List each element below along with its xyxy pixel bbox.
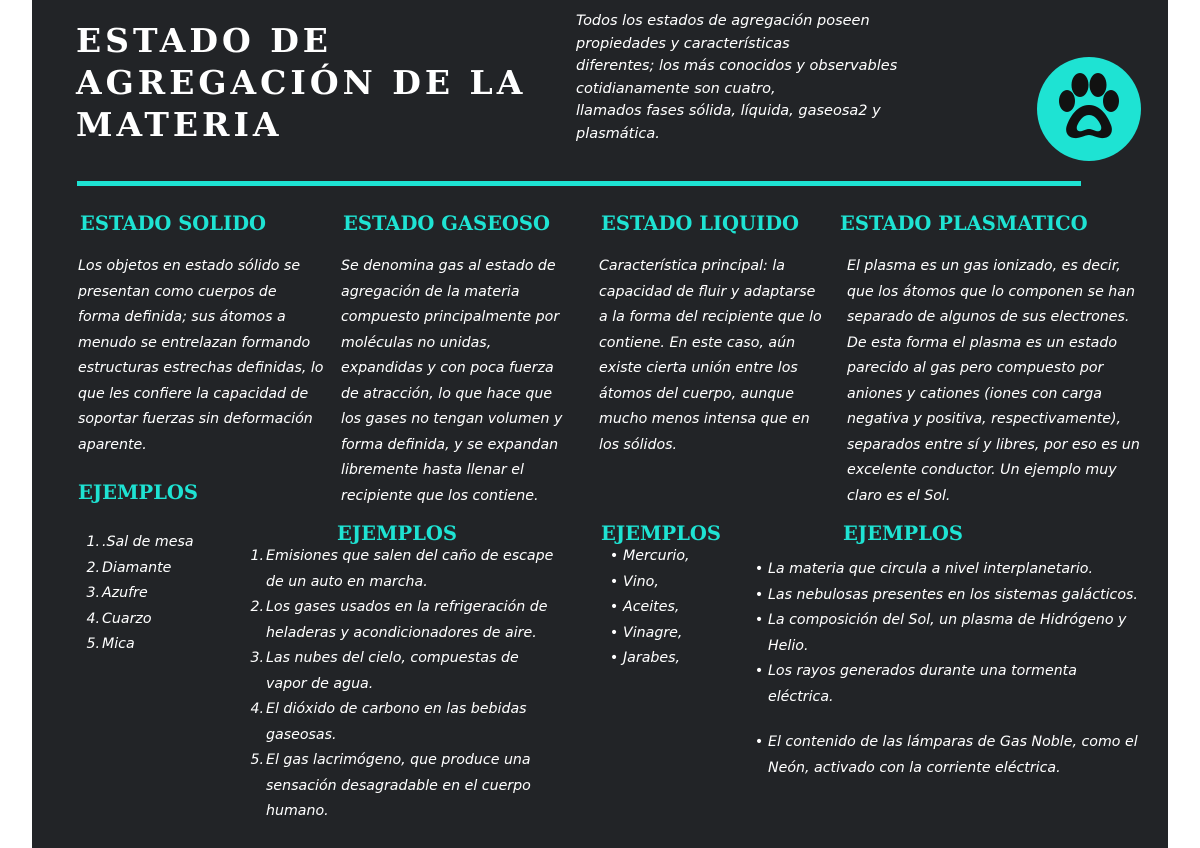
list-spacer [750,710,1138,730]
list-number: 5. [86,636,100,652]
list-text: Azufre [102,585,148,601]
body-line: Los objetos en estado sólido se [78,258,301,274]
body-line: expandidas y con poca fuerza [341,360,554,376]
bullet-icon: • [754,586,764,603]
list-text: Vinagre, [623,624,683,641]
list-item [750,557,1138,583]
body-solido [78,254,324,458]
examples-list-solido [80,530,194,658]
list-item [750,583,1138,609]
title-line: AGREGACIÓN DE LA [76,63,527,102]
list-number: 4. [86,610,100,627]
list-text: Mercurio, [623,548,690,564]
list-item [80,632,194,658]
body-liquido [599,254,822,458]
body-line: contiene. En este caso, aún [599,334,796,351]
body-line: El plasma es un gas ionizado, es decir, [847,258,1121,274]
body-line: forma definida, y se expandan [341,436,559,453]
list-text: El contenido de las lámparas de Gas Noble, como el Neón, activado con la corriente eléctrica. [768,734,1138,776]
body-line: aniones y cationes (iones con carga [847,385,1102,402]
body-line: presentan como cuerpos de [78,283,277,300]
list-text: La composición del Sol, un plasma de Hidrógeno y Helio. [768,612,1127,654]
list-text: Diamante [102,559,172,576]
intro-line: plasmática. [576,125,660,142]
list-text: Vino, [623,573,659,590]
body-line: libremente hasta llenar el [341,462,524,478]
list-item [605,646,690,672]
list-item [750,608,1138,659]
list-number: 1. [250,548,264,564]
list-item [605,544,690,570]
list-text: Cuarzo [102,610,152,627]
examples-heading-liquido: EJEMPLOS [601,522,721,545]
body-line: que los átomos que lo componen se han [847,283,1135,300]
body-line: aparente. [78,436,147,453]
list-text: La materia que circula a nivel interplanetario. [768,561,1093,577]
body-line: de atracción, lo que hace que [341,385,553,402]
list-number: 1. [86,534,100,550]
list-text: Emisiones que salen del caño de escape de un auto en marcha. [266,548,554,590]
intro-line: diferentes; los más conocidos y observables [576,58,898,74]
body-line: Se denomina gas al estado de [341,258,556,274]
list-number: 2. [250,599,264,615]
list-item [605,570,690,596]
body-line: forma definida; sus átomos a [78,309,286,325]
intro-line: propiedades y características [576,35,790,52]
body-line: Característica principal: la [599,258,785,274]
title-line: ESTADO DE [76,21,332,60]
body-line: capacidad de fluir y adaptarse [599,283,816,300]
body-line: existe cierta unión entre los [599,360,798,376]
body-line: De esta forma el plasma es un estado [847,334,1118,351]
body-line: negativa y positiva, respectivamente), [847,411,1122,427]
list-number: 3. [86,585,100,601]
body-line: recipiente que los contiene. [341,487,539,504]
body-line: los sólidos. [599,436,678,453]
heading-solido: ESTADO SOLIDO [80,212,267,235]
list-text: Aceites, [623,599,680,615]
bullet-icon: • [609,650,619,666]
list-item [244,646,553,697]
heading-gaseoso: ESTADO GASEOSO [343,212,550,235]
body-gaseoso [341,254,562,509]
list-text: El dióxido de carbono en las bebidas gaseosas. [266,701,527,743]
body-line: estructuras estrechas definidas, lo [78,360,324,376]
title-line: MATERIA [76,105,283,144]
examples-list-liquido [605,544,690,672]
examples-list-plasmatico [750,557,1138,781]
list-item [244,748,553,825]
list-item [244,697,553,748]
list-number: 3. [250,650,264,666]
examples-list-gaseoso [244,544,553,825]
list-text: Las nebulosas presentes en los sistemas galácticos. [768,586,1138,603]
list-item [244,595,553,646]
list-text: Mica [102,636,135,652]
list-item [244,544,553,595]
intro-line: Todos los estados de agregación poseen [576,13,870,29]
body-line: separados entre sí y libres, por eso es un [847,436,1140,453]
bullet-icon: • [754,734,764,750]
bullet-icon: • [754,561,764,577]
list-item [80,556,194,582]
list-text: Los gases usados en la refrigeración de heladeras y acondicionadores de aire. [266,599,548,641]
body-line: moléculas no unidas, [341,334,492,351]
list-text: El gas lacrimógeno, que produce una sensación desagradable en el cuerpo humano. [266,752,531,819]
body-line: excelente conductor. Un ejemplo muy [847,462,1117,478]
poster [32,0,1168,848]
body-line: átomos del cuerpo, aunque [599,385,794,402]
bullet-icon: • [609,624,619,641]
body-line: los gases no tengan volumen y [341,411,563,427]
list-number: 4. [250,701,264,717]
body-line: parecido al gas pero compuesto por [847,360,1104,376]
bullet-icon: • [754,612,764,628]
intro-paragraph [576,10,926,145]
body-plasmatico [847,254,1140,509]
body-line: que les confiere la capacidad de [78,385,309,402]
body-line: soportar fuerzas sin deformación [78,411,313,427]
heading-plasmatico: ESTADO PLASMATICO [840,212,1088,235]
body-line: menudo se entrelazan formando [78,334,311,351]
list-text: Las nubes del cielo, compuestas de vapor de agua. [266,650,519,692]
list-text: Jarabes, [623,650,681,666]
heading-liquido: ESTADO LIQUIDO [601,212,800,235]
body-line: separado de algunos de sus electrones. [847,309,1130,325]
list-item [80,530,194,556]
list-number: 2. [86,559,100,576]
intro-line: llamados fases sólida, líquida, gaseosa2 y [576,103,881,119]
bullet-icon: • [754,663,764,679]
bullet-icon: • [609,548,619,564]
list-item [80,607,194,633]
list-item [605,595,690,621]
divider [77,181,1081,186]
body-line: a la forma del recipiente que lo [599,309,822,325]
examples-heading-solido: EJEMPLOS [78,481,198,504]
bullet-icon: • [609,573,619,590]
list-item [80,581,194,607]
body-line: mucho menos intensa que en [599,411,810,427]
list-item [750,659,1138,710]
intro-line: cotidianamente son cuatro, [576,80,776,97]
list-number: 5. [250,752,264,768]
bullet-icon: • [609,599,619,615]
body-line: agregación de la materia [341,283,520,300]
list-text: .Sal de mesa [102,534,194,550]
examples-heading-gaseoso: EJEMPLOS [337,522,457,545]
page-title [76,20,546,146]
examples-heading-plasmatico: EJEMPLOS [843,522,963,545]
list-item [750,730,1138,781]
body-line: compuesto principalmente por [341,309,560,325]
body-line: claro es el Sol. [847,487,951,504]
list-item [605,621,690,647]
list-text: Los rayos generados durante una tormenta eléctrica. [768,663,1077,705]
paw-print-icon [1037,57,1141,161]
